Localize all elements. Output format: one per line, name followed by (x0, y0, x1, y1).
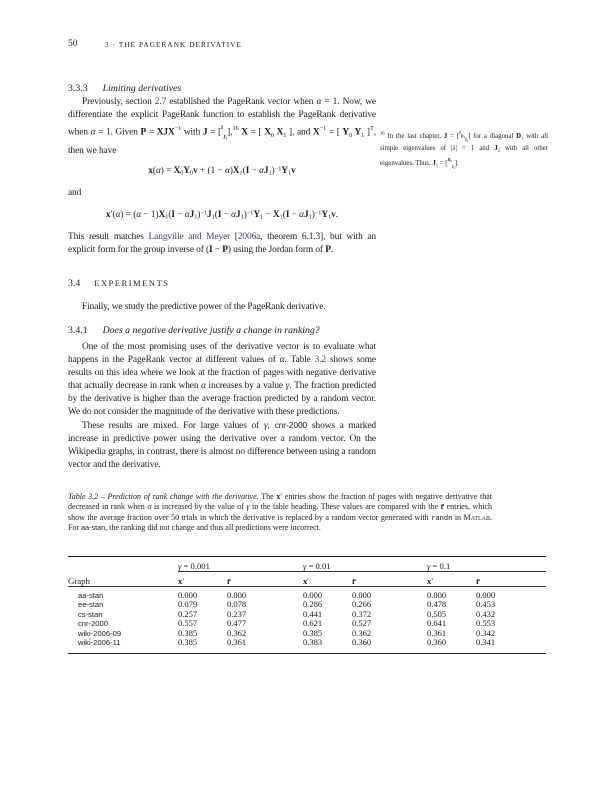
section-title: Limiting derivatives (102, 83, 182, 94)
text-run: ) (271, 165, 275, 175)
text-run: 1 (283, 132, 287, 140)
text-run: α (224, 165, 230, 175)
cell-value: 0.505 (427, 608, 447, 619)
text-run: in (452, 512, 464, 522)
text-run: J (207, 209, 212, 219)
text-run: P (325, 245, 331, 255)
text-run: entries, which show the average fraction over 50 trials in which the derivative is replaced by a random vector generated with (68, 502, 493, 522)
text-run: X (272, 209, 280, 219)
text-run: γ (263, 421, 268, 431)
paragraph-result-matches (68, 231, 376, 257)
text-run: v (291, 165, 296, 175)
text-run: 0 (349, 132, 353, 140)
cell-value: 0.557 (178, 618, 198, 629)
cell-value: 0.383 (303, 637, 323, 648)
text-run: P (140, 127, 147, 138)
text-run: ′ (182, 576, 185, 586)
text-run: α (279, 355, 285, 365)
cell-graph: cs-stan (78, 609, 103, 619)
text-run: I (285, 209, 290, 219)
text-run: , the ranking did not change and thus all predictions were incorrect. (105, 523, 321, 533)
text-run: 1 (279, 213, 283, 221)
paragraph-experiments-intro: Finally, we study the predictive power of the PageRank derivative. (82, 302, 326, 312)
text-run: . For (68, 512, 492, 533)
citation-link[interactable]: 2006a (237, 232, 261, 242)
text-run: α (90, 127, 96, 138)
subheader-rbar-3 (476, 572, 546, 587)
text-run: x (276, 492, 281, 501)
text-run: = [ (207, 127, 221, 138)
connector-word: and (68, 188, 82, 198)
cell-value: 0.432 (476, 608, 496, 619)
text-run: ( (168, 209, 172, 219)
cell-value: 0.079 (178, 599, 198, 610)
equation-pagerank-function (55, 165, 389, 176)
subheader-xprime-2 (303, 572, 352, 587)
text-run: [ (230, 232, 238, 242)
text-run: X (264, 127, 271, 138)
text-run: Y (342, 127, 350, 138)
text-run: I (245, 165, 250, 175)
text-run: ) (229, 165, 233, 175)
section-heading-3-4 (68, 278, 170, 289)
cell-graph: wiki-2006-09 (78, 628, 122, 638)
text-run: , (267, 421, 275, 431)
text-run: D₁ (460, 133, 465, 139)
text-run: = 0.01 (306, 561, 331, 571)
text-run: = 0.1 (430, 561, 451, 571)
text-run: r̄ (440, 502, 445, 512)
text-run: = 1. Now, we differentiate the explicit PageRank function to establish the PageRank derivative when (68, 97, 376, 138)
section-title: EXPERIMENTS (94, 279, 170, 288)
text-run: Previously, section (82, 97, 155, 107)
text-run: P (222, 245, 228, 255)
cell-value: 0.385 (178, 637, 198, 648)
text-run: J₁ (223, 134, 228, 141)
text-run: X (241, 127, 248, 138)
text-run: α (136, 209, 142, 219)
text-run: X (173, 165, 181, 175)
text-run: ( (242, 165, 246, 175)
cell-value: 0.527 (352, 618, 372, 629)
text-run: is increased by the value of (151, 502, 247, 512)
text-run: 1 (211, 213, 215, 221)
text-run: γ (427, 561, 431, 571)
text-run: I (459, 130, 461, 135)
text-run: λ (452, 145, 456, 152)
text-run: − (289, 209, 300, 219)
text-run: = 0.001 (181, 561, 210, 571)
table-row (68, 638, 546, 654)
text-run: in the table heading. These values are compared with the (249, 502, 441, 512)
paragraph-limiting-derivatives (68, 96, 376, 158)
text-run: ′ (431, 576, 434, 586)
text-run: J (263, 165, 269, 175)
cell-value: 0.000 (303, 590, 323, 600)
cell-graph: ee-stan (78, 600, 104, 610)
citation-link[interactable]: 2.7 (154, 97, 167, 107)
text-run: This result matches (68, 232, 149, 242)
text-run: ) = (160, 165, 174, 175)
cell-value: 0.286 (303, 599, 323, 610)
text-run: x (427, 576, 432, 586)
text-run: v (193, 165, 198, 175)
paragraph-promising-uses (68, 341, 376, 419)
text-run: − (249, 165, 260, 175)
text-run: x (105, 209, 111, 219)
text-run: α (184, 209, 190, 219)
text-run: 1 (260, 213, 264, 221)
text-run: ]. (454, 159, 459, 167)
text-run: = (146, 127, 157, 138)
text-run: 1 (240, 213, 244, 221)
text-run: 1 (361, 132, 365, 140)
text-run: X (232, 165, 240, 175)
text-run: D (516, 133, 522, 141)
text-run: 1 (435, 162, 439, 168)
cell-graph: cnr-2000 (78, 619, 108, 629)
text-run: with all other eigenvalues. Thus, (380, 145, 548, 167)
paragraph-results-mixed (68, 419, 376, 472)
text-run: I (220, 125, 223, 131)
text-run: Table 3.2 – Prediction of rank change with the derivative. (68, 492, 259, 501)
cell-value: 0.342 (476, 627, 496, 638)
text-run: X (273, 127, 284, 138)
text-run: α (299, 209, 304, 219)
text-run: α (231, 209, 236, 219)
text-run: . The fraction predicted by the derivative is higher than the average fraction predicted by a random vector. We do not consider the magnitude of the derivative with these predictions. (68, 381, 377, 417)
text-run: ) = ( (120, 209, 137, 219)
text-run: with all simple eigenvalues of | (380, 133, 549, 152)
text-run: − (263, 209, 273, 219)
text-run: ) using the Jordan form of (227, 245, 326, 255)
text-run: , theorem 6.1.3], but with an explicit form for the group inverse of ( (68, 232, 376, 255)
text-run: γ (246, 502, 250, 512)
text-run: 16 (232, 125, 239, 133)
text-run: − 1) (141, 209, 159, 219)
section-number: 3.4.1 (68, 325, 88, 336)
text-run: ( (282, 209, 286, 219)
text-run: γ (285, 381, 290, 391)
text-run: In the last chapter, (384, 133, 444, 141)
cell-value: 0.361 (427, 627, 447, 638)
text-run: = [ (438, 159, 448, 167)
text-run: J₂ (451, 163, 455, 169)
margin-footnote-16 (380, 128, 548, 171)
section-heading-3-3-3 (68, 83, 181, 94)
text-run: ( (152, 165, 156, 175)
cell-value: 0.237 (227, 608, 247, 619)
cell-value: 0.000 (427, 590, 447, 600)
text-run: XJX (156, 127, 175, 138)
text-run: The (258, 492, 277, 501)
cell-value: 0.478 (427, 599, 447, 610)
cell-value: 0.078 (227, 599, 247, 610)
text-run: J (432, 159, 436, 167)
text-run: x (148, 165, 153, 175)
cell-value: 0.266 (352, 599, 372, 610)
text-run: = 1. Given (95, 127, 141, 138)
cell-value: 0.257 (178, 608, 198, 619)
text-run: . (330, 245, 334, 255)
text-run: shows a marked increase in predictive power using the derivative over a random vector. On the Wikipedia graphs, in contrast, there is almost no difference between using a random vector and the derivative. (68, 421, 376, 470)
paragraph-block-results (68, 341, 376, 472)
text-run: 2 (497, 147, 500, 153)
text-run: Y (281, 165, 288, 175)
text-run: ] for a diagonal (467, 133, 517, 141)
cell-value: 0.361 (227, 637, 247, 648)
text-run: 1 (165, 213, 169, 221)
text-run: ( (214, 209, 218, 219)
section-heading-3-4-1 (68, 325, 320, 336)
cell-value: 0.641 (427, 618, 447, 629)
text-run: 1 (328, 213, 332, 221)
text-run: 1 (268, 169, 272, 177)
text-run: − (212, 245, 223, 255)
text-run: −1 (319, 125, 327, 133)
text-run: −1 (274, 165, 282, 173)
cell-value: 0.621 (303, 618, 323, 629)
running-head-title: 3 · THE PAGERANK DERIVATIVE (105, 40, 242, 49)
text-run: −1 (200, 209, 208, 217)
text-run: J (202, 127, 208, 138)
text-run: r̄ (476, 576, 480, 586)
subheader-rbar-2 (352, 572, 427, 587)
text-run: Y (253, 209, 261, 219)
column-header-graph: Graph (68, 557, 178, 587)
column-header-gamma-0001 (178, 557, 303, 572)
section-title: Does a negative derivative justify a change in ranking? (102, 325, 320, 336)
text-run: ] (364, 127, 370, 138)
column-header-gamma-001 (303, 557, 427, 572)
text-run: −1 (246, 209, 254, 217)
section-number: 3.4 (68, 278, 81, 289)
subheader-xprime-1 (178, 572, 227, 587)
cell-value: 0.362 (227, 627, 247, 638)
text-run: , then we have (68, 127, 376, 156)
text-run: cnr-2000 (274, 420, 308, 430)
text-run: established the PageRank vector when (166, 97, 317, 107)
text-run: ′ entries show the fraction of pages with negative derivative that decreased in rank when (68, 492, 492, 512)
results-table-container (68, 556, 546, 654)
text-run: J (189, 209, 195, 219)
text-run: J (236, 209, 241, 219)
text-run: J (494, 145, 498, 152)
cell-value: 0.360 (352, 637, 372, 648)
table-header-row-groups (68, 557, 546, 572)
text-run: + (1 − (197, 165, 225, 175)
text-run: . (335, 209, 339, 219)
text-run: r̄ (227, 576, 231, 586)
text-run: with (181, 127, 203, 138)
text-run: . Table (284, 355, 315, 365)
cell-value: 0.477 (227, 618, 247, 629)
text-run: = [ (326, 127, 343, 138)
text-run: One of the most promising uses of the derivative vector is to evaluate what happens in the PageRank vector at different values of (68, 342, 376, 365)
text-run: 1 (308, 213, 312, 221)
section-number: 3.3.3 (68, 83, 88, 94)
text-run: | = 1 and (455, 145, 495, 152)
cell-value: 0.362 (352, 627, 372, 638)
table-caption (68, 492, 492, 534)
text-run: ) (243, 209, 247, 219)
text-run: r̄ (352, 576, 356, 586)
cell-value: 0.372 (352, 608, 372, 619)
cell-value: 0.553 (476, 618, 496, 629)
text-run: aa-stan (81, 523, 106, 533)
text-run: 1 (239, 169, 243, 177)
cell-value: 0.385 (178, 627, 198, 638)
cell-value: 0.453 (476, 599, 496, 610)
text-run: α (201, 381, 206, 391)
cell-graph: aa-stan (78, 591, 104, 600)
cell-value: 0.000 (476, 590, 496, 600)
text-run: 1 (521, 135, 524, 141)
text-run: 0 (270, 132, 274, 140)
text-run: X (158, 209, 166, 219)
cell-value: 0.000 (227, 590, 247, 600)
text-run: X (312, 127, 320, 138)
text-run: α (147, 502, 152, 512)
text-run: α (316, 97, 322, 107)
text-run: Y (321, 209, 329, 219)
text-run: randn (431, 512, 453, 522)
text-run: v (331, 209, 336, 219)
text-run: Y (352, 127, 362, 138)
cell-value: 0.385 (303, 627, 323, 638)
text-run: − (221, 209, 232, 219)
text-run: α (259, 165, 264, 175)
text-run: x (178, 576, 183, 586)
text-run: I (217, 209, 222, 219)
citation-link[interactable]: Langville and Meyer (148, 232, 231, 242)
results-table (68, 556, 546, 654)
text-run: ′ (307, 576, 310, 586)
text-run: T (369, 125, 374, 133)
text-run: ], (227, 127, 233, 138)
text-run: 0 (180, 169, 184, 177)
text-run: = [ (447, 133, 460, 141)
text-run: = [ (247, 127, 265, 138)
cell-value: 0.000 (178, 590, 198, 600)
table-row (68, 587, 546, 601)
text-run: α (155, 165, 161, 175)
text-run: I (171, 209, 175, 219)
cell-value: 0.341 (476, 637, 496, 648)
text-run: Matlab (463, 512, 490, 522)
page-number: 50 (68, 39, 78, 49)
text-run: −1 (174, 125, 182, 133)
text-run: J₂ (464, 136, 468, 142)
text-run: 1 (287, 169, 292, 177)
subheader-xprime-3 (427, 572, 476, 587)
subheader-rbar-1 (227, 572, 303, 587)
text-run: 16 (380, 130, 385, 136)
text-run: ) (311, 209, 315, 219)
text-run: These results are mixed. For large values of (82, 421, 264, 431)
text-run: I (209, 245, 213, 255)
text-run: D₁ (447, 156, 452, 162)
cell-value: 0.441 (303, 608, 323, 619)
text-run: J (443, 133, 448, 141)
text-run: Y (183, 165, 191, 175)
text-run: γ (303, 561, 307, 571)
text-run: J (304, 209, 309, 219)
text-run: increases by a value (205, 381, 286, 391)
text-run: shows some results on this idea where we look at the fraction of pages with negative derivative that actually decrease in rank when (68, 355, 376, 391)
text-run: x (303, 576, 308, 586)
equation-pagerank-derivative (55, 209, 389, 220)
text-run: α (115, 209, 121, 219)
column-header-gamma-01 (427, 557, 546, 572)
cell-value: 0.000 (352, 590, 372, 600)
cell-value: 0.360 (427, 637, 447, 648)
text-run: 1 (194, 213, 198, 221)
text-run: ], and (286, 127, 313, 138)
citation-link[interactable]: 3.2 (314, 355, 326, 365)
text-run: γ (178, 561, 182, 571)
text-run: − (174, 209, 185, 219)
text-run: ) (197, 209, 201, 219)
text-run: −1 (314, 209, 322, 217)
text-run: ′( (110, 209, 116, 219)
cell-graph: wiki-2006-11 (78, 638, 121, 648)
text-run: 0 (190, 169, 194, 177)
